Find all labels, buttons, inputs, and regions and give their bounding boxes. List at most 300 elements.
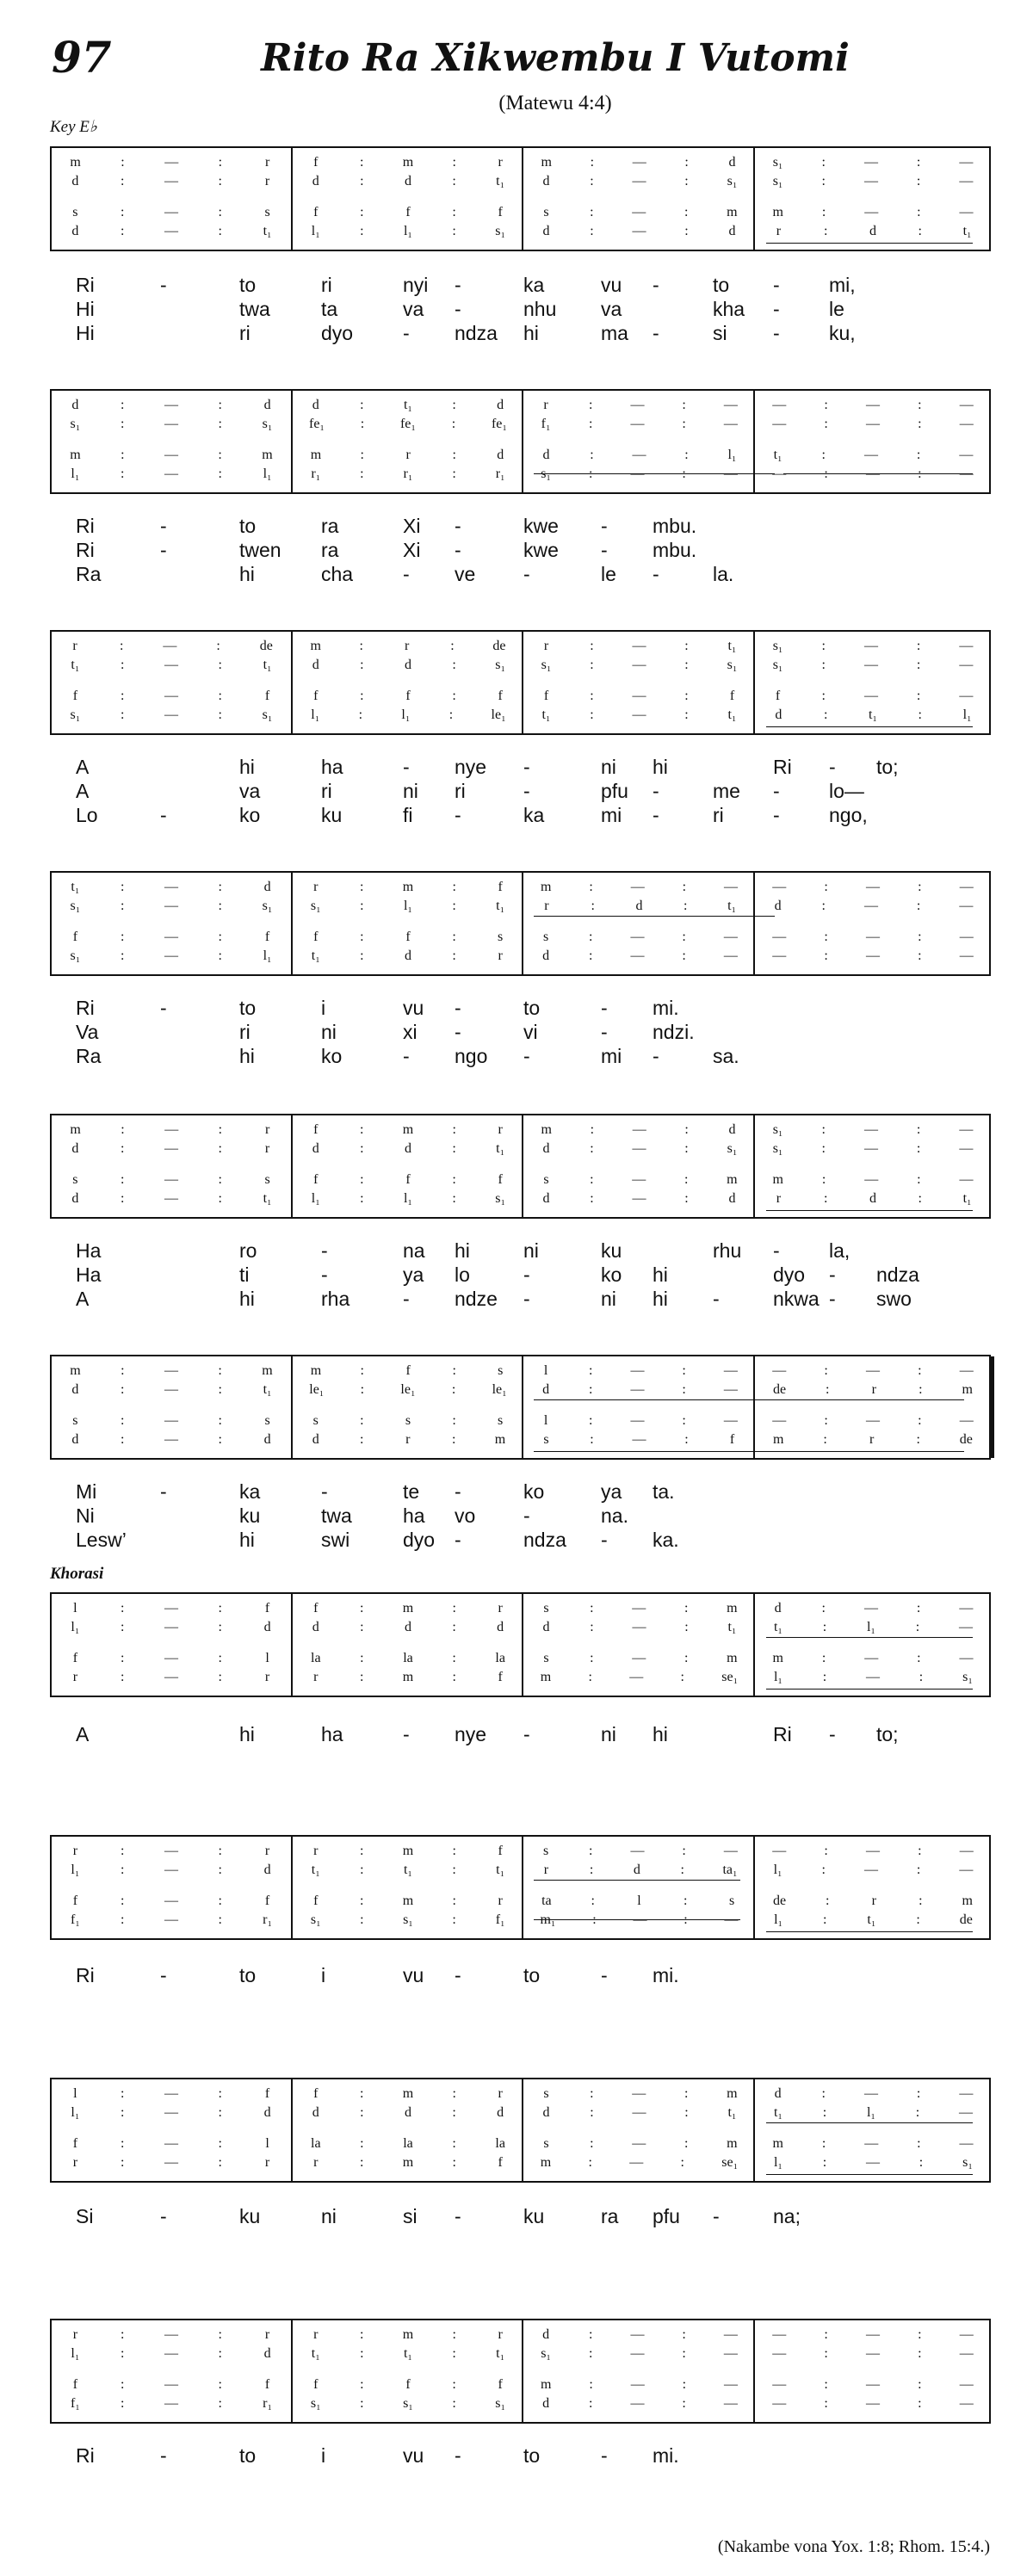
beat-separator: : — [916, 639, 921, 653]
chorus-label: Khorasi — [50, 1565, 104, 1583]
beat-separator: : — [823, 1912, 827, 1927]
solfa-note: l — [265, 2136, 269, 2151]
solfa-note: — — [863, 899, 878, 913]
beat-separator: : — [218, 1122, 223, 1137]
beat-separator: : — [452, 2377, 456, 2392]
solfa-note: — — [630, 930, 645, 944]
measure — [522, 2320, 755, 2422]
syllable-hyphen: - — [160, 515, 167, 537]
solfa-note: r — [544, 899, 549, 913]
solfa-note: r — [72, 1670, 78, 1684]
beat-separator: : — [684, 1893, 688, 1908]
solfa-note: r — [498, 1122, 503, 1137]
lyric-syllable: mi — [601, 804, 622, 826]
lyric-syllable: hi — [239, 1529, 255, 1551]
solfa-note: — — [633, 1912, 647, 1927]
beat-separator: : — [120, 639, 124, 653]
lyric-syllable: si — [403, 2205, 418, 2227]
lyric-line — [50, 539, 991, 563]
solfa-note: — — [630, 466, 645, 481]
beat-separator: : — [682, 2396, 686, 2411]
solfa-note: — — [865, 1363, 880, 1378]
beat-separator: : — [824, 1413, 828, 1428]
beat-separator: : — [684, 1432, 689, 1447]
solfa-row — [523, 2375, 755, 2394]
beat-separator: : — [590, 2136, 594, 2151]
lyric-syllable: mi — [601, 1045, 622, 1067]
lyric-syllable: to — [239, 2444, 257, 2467]
solfa-row — [293, 878, 523, 897]
solfa-note: m — [773, 1432, 784, 1447]
solfa-note: f — [264, 2377, 270, 2392]
beat-separator: : — [452, 1651, 456, 1665]
beat-separator: : — [360, 2377, 364, 2392]
solfa-note: m — [772, 2136, 783, 2151]
lyric-syllable: vu — [403, 1964, 424, 1986]
solfa-note: t₁ — [403, 398, 412, 412]
lyric-syllable: xi — [403, 1021, 418, 1043]
slur-line — [534, 1451, 964, 1452]
lyric-syllable: i — [321, 2444, 326, 2467]
solfa-note: — — [164, 1863, 178, 1877]
beat-separator: : — [360, 174, 364, 188]
solfa-row — [523, 1861, 755, 1880]
lyric-syllable: ka — [523, 804, 545, 826]
beat-separator: : — [452, 448, 456, 462]
solfa-row — [52, 1861, 291, 1880]
syllable-hyphen: - — [523, 1723, 530, 1745]
syllable-hyphen: - — [773, 298, 780, 320]
solfa-note: de — [959, 1912, 973, 1927]
measure — [52, 1594, 291, 1696]
beat-separator: : — [824, 466, 828, 481]
solfa-note: — — [865, 2377, 880, 2392]
solfa-row — [52, 2344, 291, 2363]
beat-separator: : — [591, 899, 595, 913]
beat-separator: : — [452, 1191, 456, 1206]
beat-separator: : — [360, 1141, 364, 1156]
beat-separator: : — [918, 1844, 922, 1858]
solfa-note: m — [402, 1670, 414, 1684]
lyric-syllable: lo — [455, 1263, 470, 1286]
solfa-note: t₁ — [263, 1382, 272, 1397]
measure — [291, 873, 523, 974]
beat-separator: : — [452, 224, 456, 238]
measure — [52, 2320, 291, 2422]
solfa-note: — — [866, 2155, 880, 2170]
lyric-syllable: nkwa — [773, 1288, 820, 1310]
solfa-row — [755, 1140, 991, 1158]
solfa-row — [52, 203, 291, 222]
lyric-line — [50, 1263, 991, 1288]
solfa-note: — — [723, 398, 738, 412]
beat-separator: : — [821, 658, 826, 672]
solfa-note: r — [313, 880, 319, 894]
beat-separator: : — [360, 2327, 364, 2342]
lyric-syllable: ra — [321, 539, 339, 561]
solfa-note: m — [402, 1122, 414, 1137]
solfa-row — [755, 656, 991, 675]
lyric-syllable: Xi — [403, 539, 421, 561]
solfa-note: s₁ — [403, 2396, 413, 2411]
solfa-note: m — [402, 1893, 414, 1908]
lyric-syllable: ko — [239, 804, 261, 826]
solfa-note: — — [632, 1620, 646, 1634]
solfa-note: f₁ — [70, 2396, 80, 2411]
solfa-row — [755, 1599, 991, 1618]
solfa-note: f — [729, 1432, 735, 1447]
solfa-row — [293, 1140, 523, 1158]
lyric-line — [50, 1723, 991, 1747]
solfa-note: f — [405, 205, 411, 219]
beat-separator: : — [825, 1893, 830, 1908]
solfa-row — [755, 465, 991, 484]
solfa-row — [293, 1618, 523, 1637]
solfa-note: — — [632, 1191, 646, 1206]
solfa-row — [755, 446, 991, 465]
measure — [753, 1356, 994, 1458]
beat-separator: : — [360, 2086, 364, 2101]
lyric-syllable: ka — [239, 1480, 261, 1503]
solfa-note: s₁ — [962, 1670, 973, 1684]
solfa-note: l₁ — [71, 1620, 80, 1634]
solfa-row — [755, 2134, 991, 2153]
syllable-hyphen: - — [601, 1964, 608, 1986]
lyric-syllable: rha — [321, 1288, 350, 1310]
beat-separator: : — [589, 417, 593, 431]
beat-separator: : — [218, 205, 222, 219]
beat-separator: : — [919, 2155, 924, 2170]
solfa-note: de — [959, 1432, 973, 1447]
beat-separator: : — [916, 1141, 921, 1156]
lyric-syllable: ka — [523, 274, 545, 296]
solfa-row — [293, 947, 523, 966]
solfa-note: — — [164, 707, 178, 722]
beat-separator: : — [218, 1620, 222, 1634]
syllable-hyphen: - — [403, 1723, 410, 1745]
lyric-line — [50, 1529, 991, 1553]
beat-separator: : — [824, 1363, 828, 1378]
syllable-hyphen: - — [601, 1021, 608, 1043]
beat-separator: : — [120, 174, 125, 188]
solfa-note: t₁ — [263, 224, 272, 238]
solfa-note: m — [310, 1363, 322, 1378]
beat-separator: : — [590, 448, 594, 462]
syllable-hyphen: - — [321, 1480, 328, 1503]
solfa-note: — — [632, 707, 646, 722]
lyric-syllable: Ri — [773, 1723, 792, 1745]
solfa-row — [755, 172, 991, 191]
solfa-row — [293, 1381, 523, 1399]
syllable-hyphen: - — [653, 563, 659, 585]
beat-separator: : — [590, 689, 594, 703]
solfa-note: — — [632, 448, 646, 462]
beat-separator: : — [918, 1413, 922, 1428]
beat-separator: : — [360, 224, 364, 238]
beat-separator: : — [915, 1620, 920, 1634]
beat-separator: : — [590, 639, 594, 653]
measure — [753, 2079, 991, 2181]
beat-separator: : — [358, 707, 363, 722]
solfa-row — [52, 222, 291, 241]
beat-separator: : — [218, 2086, 222, 2101]
score-system — [50, 1835, 991, 1940]
solfa-note: d — [404, 2105, 411, 2120]
syllable-hyphen: - — [160, 1480, 167, 1503]
beat-separator: : — [821, 689, 826, 703]
beat-separator: : — [218, 1432, 222, 1447]
beat-separator: : — [218, 689, 222, 703]
lyric-syllable: pfu — [601, 780, 628, 802]
solfa-note: — — [164, 1912, 178, 1927]
measure — [522, 148, 755, 250]
lyric-syllable: mi. — [653, 2444, 679, 2467]
syllable-hyphen: - — [653, 322, 659, 344]
solfa-note: s — [264, 205, 270, 219]
syllable-hyphen: - — [773, 322, 780, 344]
solfa-note: — — [772, 1363, 787, 1378]
beat-separator: : — [917, 205, 921, 219]
beat-separator: : — [360, 2105, 364, 2120]
solfa-note: — — [632, 689, 646, 703]
solfa-note: — — [164, 398, 178, 412]
solfa-note: r — [543, 639, 549, 653]
solfa-note: s — [543, 1651, 549, 1665]
solfa-note: — — [632, 1651, 646, 1665]
beat-separator: : — [452, 2396, 456, 2411]
beat-separator: : — [120, 880, 125, 894]
beat-separator: : — [120, 899, 125, 913]
solfa-note: d — [263, 2105, 271, 2120]
beat-separator: : — [120, 205, 125, 219]
beat-separator: : — [824, 880, 828, 894]
lyric-syllable: to — [239, 997, 257, 1019]
measure — [291, 1594, 523, 1696]
lyric-syllable: la, — [829, 1239, 851, 1262]
beat-separator: : — [821, 1863, 826, 1877]
solfa-note: — — [959, 639, 974, 653]
solfa-row — [52, 1189, 291, 1208]
lyric-syllable: Lesw’ — [76, 1529, 127, 1551]
solfa-note: l₁ — [962, 707, 972, 722]
beat-separator: : — [821, 1172, 826, 1187]
lyric-syllable: to — [239, 274, 257, 296]
solfa-note: m — [772, 1172, 783, 1187]
solfa-note: r — [543, 398, 548, 412]
lyric-syllable: cha — [321, 563, 354, 585]
solfa-note: d — [542, 1620, 550, 1634]
solfa-note: — — [164, 1382, 178, 1397]
solfa-row — [52, 897, 291, 916]
solfa-row — [523, 637, 755, 656]
solfa-note: l₁ — [727, 448, 737, 462]
solfa-note: — — [863, 658, 878, 672]
lyric-line — [50, 1504, 991, 1529]
lyric-syllable: hi — [653, 1723, 668, 1745]
beat-separator: : — [218, 1601, 222, 1615]
solfa-note: la — [311, 1651, 321, 1665]
solfa-note: m — [727, 2086, 738, 2101]
solfa-note: s — [72, 1413, 78, 1428]
syllable-hyphen: - — [403, 563, 410, 585]
solfa-note: — — [959, 880, 974, 894]
lyric-syllable: vi — [523, 1021, 538, 1043]
syllable-hyphen: - — [829, 1288, 836, 1310]
solfa-note: f — [498, 2155, 503, 2170]
solfa-note: t₁ — [962, 1191, 972, 1206]
solfa-note: t₁ — [263, 1191, 272, 1206]
solfa-note: f — [72, 2377, 78, 2392]
solfa-note: s₁ — [70, 948, 81, 963]
solfa-note: — — [632, 1141, 646, 1156]
solfa-note: — — [164, 899, 178, 913]
solfa-note: r₁ — [263, 2396, 273, 2411]
beat-separator: : — [452, 1363, 456, 1378]
solfa-note: — — [164, 1172, 178, 1187]
beat-separator: : — [824, 2346, 828, 2361]
solfa-row — [293, 2326, 523, 2344]
solfa-row — [293, 1412, 523, 1430]
lyric-syllable: Ri — [773, 756, 792, 778]
lyric-syllable: Hi — [76, 322, 95, 344]
solfa-note: f₁ — [541, 417, 551, 431]
syllable-hyphen: - — [653, 804, 659, 826]
lyrics-block — [50, 2205, 991, 2229]
solfa-note: — — [164, 417, 178, 431]
beat-separator: : — [684, 1141, 689, 1156]
solfa-row — [293, 1599, 523, 1618]
beat-separator: : — [682, 1844, 686, 1858]
solfa-row — [52, 2326, 291, 2344]
solfa-note: — — [164, 1670, 178, 1684]
solfa-note: f — [775, 689, 781, 703]
solfa-note: de — [773, 1382, 787, 1397]
lyric-syllable: ndzi. — [653, 1021, 695, 1043]
solfa-note: f — [313, 205, 319, 219]
solfa-note: m — [540, 1670, 552, 1684]
solfa-row — [755, 928, 991, 947]
solfa-note: d — [869, 1191, 876, 1206]
solfa-note: f — [264, 930, 270, 944]
solfa-note: — — [865, 880, 880, 894]
solfa-note: s₁ — [541, 466, 551, 481]
beat-separator: : — [588, 1670, 592, 1684]
beat-separator: : — [918, 707, 922, 722]
solfa-note: m — [402, 2086, 414, 2101]
beat-separator: : — [824, 1844, 828, 1858]
solfa-note: t₁ — [727, 639, 737, 653]
solfa-row — [523, 465, 755, 484]
lyric-syllable: Si — [76, 2205, 94, 2227]
solfa-note: f — [498, 2377, 503, 2392]
solfa-note: — — [632, 1432, 646, 1447]
measure — [52, 1837, 291, 1938]
lyric-line — [50, 780, 991, 804]
lyric-syllable: kha — [713, 298, 745, 320]
solfa-note: s — [405, 1413, 411, 1428]
solfa-row — [52, 928, 291, 947]
lyric-syllable: ku — [239, 1504, 261, 1527]
solfa-note: — — [632, 639, 646, 653]
solfa-note: l₁ — [263, 948, 272, 963]
syllable-hyphen: - — [455, 2205, 461, 2227]
solfa-row — [293, 2394, 523, 2413]
solfa-note: r — [498, 1893, 503, 1908]
syllable-hyphen: - — [713, 2205, 720, 2227]
lyric-line — [50, 756, 991, 780]
solfa-row — [755, 2394, 991, 2413]
solfa-note: — — [959, 2105, 973, 2120]
solfa-row — [52, 1171, 291, 1189]
solfa-note: le₁ — [309, 1382, 325, 1397]
solfa-row — [52, 1911, 291, 1930]
solfa-note: f — [313, 1893, 319, 1908]
solfa-note: l₁ — [311, 1191, 320, 1206]
solfa-note: — — [723, 930, 738, 944]
beat-separator: : — [821, 155, 826, 170]
solfa-row — [523, 1892, 755, 1911]
beat-separator: : — [823, 707, 828, 722]
solfa-note: — — [959, 658, 974, 672]
beat-separator: : — [360, 155, 364, 170]
solfa-row — [755, 1842, 991, 1861]
slur-line — [766, 2122, 973, 2123]
solfa-row — [523, 1649, 755, 1668]
lyric-syllable: Ha — [76, 1239, 102, 1262]
solfa-note: s₁ — [541, 2346, 551, 2361]
beat-separator: : — [916, 2086, 921, 2101]
solfa-row — [52, 1412, 291, 1430]
beat-separator: : — [360, 1620, 364, 1634]
solfa-note: — — [630, 2377, 645, 2392]
solfa-note: t₁ — [403, 2346, 412, 2361]
beat-separator: : — [589, 2327, 593, 2342]
solfa-note: — — [164, 1413, 178, 1428]
solfa-note: — — [164, 1363, 178, 1378]
solfa-note: — — [863, 639, 878, 653]
solfa-note: s — [543, 2086, 549, 2101]
solfa-row — [52, 396, 291, 415]
beat-separator: : — [120, 1141, 125, 1156]
beat-separator: : — [360, 1670, 364, 1684]
solfa-note: — — [632, 2136, 646, 2151]
solfa-note: s — [72, 205, 78, 219]
beat-separator: : — [918, 2346, 922, 2361]
solfa-note: m — [772, 205, 783, 219]
measure — [522, 1837, 755, 1938]
solfa-note: s — [543, 205, 549, 219]
solfa-note: f — [729, 689, 735, 703]
solfa-note: f — [498, 1844, 503, 1858]
solfa-note: t₁ — [868, 707, 877, 722]
beat-separator: : — [589, 1863, 594, 1877]
lyric-syllable: A — [76, 780, 90, 802]
solfa-note: m — [402, 880, 414, 894]
beat-separator: : — [218, 930, 222, 944]
beat-separator: : — [452, 1893, 456, 1908]
solfa-row — [755, 947, 991, 966]
beat-separator: : — [452, 1601, 456, 1615]
syllable-hyphen: - — [160, 804, 167, 826]
lyrics-block — [50, 2444, 991, 2468]
solfa-note: t₁ — [403, 1863, 412, 1877]
solfa-row — [523, 1381, 755, 1399]
solfa-note: m — [494, 1432, 506, 1447]
syllable-hyphen: - — [160, 2444, 167, 2467]
solfa-note: d — [728, 155, 736, 170]
syllable-hyphen: - — [713, 1288, 720, 1310]
beat-separator: : — [360, 1363, 364, 1378]
